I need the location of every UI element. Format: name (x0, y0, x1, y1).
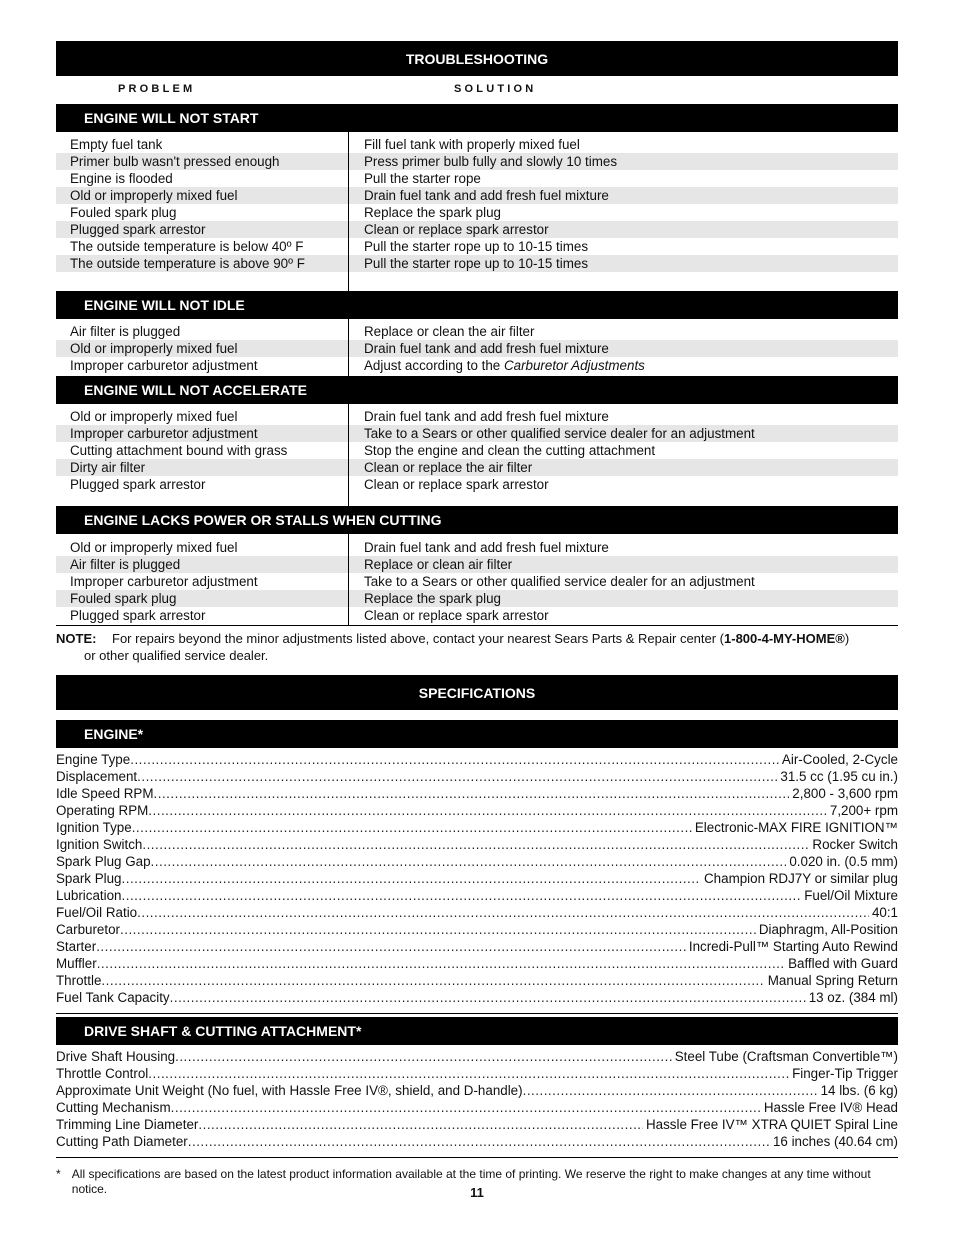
spec-row (56, 955, 898, 972)
solution-cell (348, 556, 898, 573)
dot-leader (148, 1065, 789, 1082)
table-row (56, 255, 898, 272)
solution-cell (348, 323, 898, 340)
spec-row (56, 1133, 898, 1150)
spec-row (56, 836, 898, 853)
solution-text: Fill fuel tank with properly mixed fuel (364, 137, 580, 152)
dot-leader (137, 768, 777, 785)
footnote-text: All specifications are based on the latest product information available at the time of printing. We reserve the right to make changes at any time without notice. (71, 1167, 871, 1196)
solution-cell (348, 153, 898, 170)
section-not-idle (56, 319, 898, 376)
note-close: ) (844, 631, 850, 646)
spec-name: Approximate Unit Weight (No fuel, with Hassle Free IV®, shield, and D-handle) (56, 1083, 523, 1098)
solution-text: Clean or replace the air filter (364, 460, 533, 475)
spec-name: Fuel/Oil Ratio (56, 905, 138, 920)
solution-text: Take to a Sears or other qualified service dealer for an adjustment (364, 426, 755, 441)
footnote-star: * (56, 1167, 61, 1181)
note-text: For repairs beyond the minor adjustments listed above, contact your nearest Sears Parts & Repair center ( (112, 631, 725, 646)
spec-name: Lubrication (56, 888, 122, 903)
spec-row (56, 938, 898, 955)
section-heading-not-accelerate: ENGINE WILL NOT ACCELERATE (56, 376, 898, 404)
section-heading-lacks-power: ENGINE LACKS POWER OR STALLS WHEN CUTTING (56, 506, 898, 534)
problem-cell: Old or improperly mixed fuel (70, 540, 238, 555)
spec-value: Fuel/Oil Mixture (804, 888, 898, 903)
table-row (56, 539, 898, 556)
solution-text: Press primer bulb fully and slowly 10 times (364, 154, 618, 169)
table-row (56, 442, 898, 459)
spec-name: Cutting Path Diameter (56, 1134, 188, 1149)
dot-leader (188, 1133, 770, 1150)
spec-row (56, 1065, 898, 1082)
dot-leader (198, 1116, 643, 1133)
dot-leader (154, 785, 790, 802)
table-row (56, 323, 898, 340)
repair-note (56, 630, 898, 664)
solution-cell (348, 136, 898, 153)
note-line2: or other qualified service dealer. (84, 648, 269, 663)
spec-name: Starter (56, 939, 97, 954)
spec-value: Hassle Free IV® Head (763, 1100, 898, 1115)
solution-text: Replace the spark plug (364, 591, 501, 606)
solution-cell (348, 476, 898, 493)
spec-row (56, 887, 898, 904)
divider (56, 1013, 898, 1014)
note-phone: 1-800-4-MY-HOME® (724, 631, 845, 646)
spec-row (56, 1099, 898, 1116)
table-row (56, 204, 898, 221)
solution-text: Adjust according to the (364, 358, 504, 373)
problem-cell: Fouled spark plug (70, 205, 177, 220)
solution-cell (348, 539, 898, 556)
spec-name: Cutting Mechanism (56, 1100, 171, 1115)
spec-name: Spark Plug (56, 871, 122, 886)
table-row (56, 340, 898, 357)
spec-row (56, 853, 898, 870)
spec-name: Drive Shaft Housing (56, 1049, 176, 1064)
dot-leader (132, 819, 692, 836)
spec-value: Finger-Tip Trigger (792, 1066, 898, 1081)
problem-cell: Improper carburetor adjustment (70, 358, 258, 373)
problem-cell: Plugged spark arrestor (56, 221, 348, 238)
solution-reference: Carburetor Adjustments (503, 358, 645, 373)
solution-cell (348, 425, 898, 442)
solution-text: Pull the starter rope up to 10-15 times (364, 256, 589, 271)
spec-value: Air-Cooled, 2-Cycle (781, 752, 898, 767)
solution-cell (348, 607, 898, 624)
dot-leader (120, 921, 756, 938)
divider (56, 625, 898, 626)
problem-cell: Old or improperly mixed fuel (70, 409, 238, 424)
solution-text: Pull the starter rope up to 10-15 times (364, 239, 589, 254)
solution-cell (348, 187, 898, 204)
spec-value: 16 inches (40.64 cm) (772, 1134, 898, 1149)
spec-value: 2,800 - 3,600 rpm (792, 786, 898, 801)
spec-value: Rocker Switch (812, 837, 898, 852)
problem-cell: Old or improperly mixed fuel (56, 340, 348, 357)
solution-cell (348, 221, 898, 238)
specifications-title: SPECIFICATIONS (56, 675, 898, 710)
section-not-accelerate (56, 404, 898, 506)
spec-name: Muffler (56, 956, 97, 971)
spec-row (56, 972, 898, 989)
table-row (56, 556, 898, 573)
spec-row (56, 1048, 898, 1065)
section-not-start (56, 132, 898, 291)
spec-name: Throttle Control (56, 1066, 149, 1081)
dot-leader (101, 972, 764, 989)
table-row (56, 170, 898, 187)
spec-value: Electronic-MAX FIRE IGNITION™ (694, 820, 898, 835)
solution-cell (348, 590, 898, 607)
spec-row (56, 785, 898, 802)
solution-text: Pull the starter rope (364, 171, 481, 186)
problem-cell: Air filter is plugged (70, 324, 181, 339)
spec-name: Ignition Switch (56, 837, 143, 852)
spec-row (56, 1116, 898, 1133)
solution-cell (348, 442, 898, 459)
drive-heading: DRIVE SHAFT & CUTTING ATTACHMENT* (56, 1017, 898, 1045)
dot-leader (122, 887, 802, 904)
problem-cell: Empty fuel tank (70, 137, 163, 152)
problem-column-header: PROBLEM (118, 83, 196, 95)
problem-cell: Dirty air filter (56, 459, 348, 476)
spec-name: Displacement (56, 769, 138, 784)
problem-cell: Fouled spark plug (56, 590, 348, 607)
problem-cell: Air filter is plugged (56, 556, 348, 573)
spec-row (56, 989, 898, 1006)
solution-text: Stop the engine and clean the cutting attachment (364, 443, 656, 458)
spec-value: Steel Tube (Craftsman Convertible™) (674, 1049, 898, 1064)
spec-name: Fuel Tank Capacity (56, 990, 170, 1005)
page-number: 11 (470, 1185, 484, 1200)
solution-text: Clean or replace spark arrestor (364, 608, 549, 623)
problem-cell: Cutting attachment bound with grass (70, 443, 288, 458)
spec-name: Operating RPM (56, 803, 149, 818)
table-row (56, 357, 898, 374)
spec-value: 13 oz. (384 ml) (808, 990, 898, 1005)
problem-cell: Plugged spark arrestor (70, 608, 206, 623)
solution-cell (348, 573, 898, 590)
engine-heading: ENGINE* (56, 720, 898, 748)
dot-leader (170, 989, 806, 1006)
spec-row (56, 870, 898, 887)
spec-name: Ignition Type (56, 820, 132, 835)
solution-text: Drain fuel tank and add fresh fuel mixture (364, 409, 609, 424)
solution-cell (348, 255, 898, 272)
spec-value: Hassle Free IV™ XTRA QUIET Spiral Line (645, 1117, 898, 1132)
solution-cell (348, 340, 898, 357)
divider (56, 1157, 898, 1158)
spec-row (56, 819, 898, 836)
spec-row (56, 921, 898, 938)
spec-value: Champion RDJ7Y or similar plug (704, 871, 898, 886)
dot-leader (171, 1099, 761, 1116)
spec-name: Trimming Line Diameter (56, 1117, 199, 1132)
dot-leader (148, 802, 827, 819)
spec-name: Idle Speed RPM (56, 786, 154, 801)
spec-value: 7,200+ rpm (829, 803, 898, 818)
spec-value: 14 lbs. (6 kg) (820, 1083, 898, 1098)
note-label: NOTE: (56, 631, 97, 646)
spec-row (56, 751, 898, 768)
spec-name: Spark Plug Gap (56, 854, 151, 869)
section-heading-not-start: ENGINE WILL NOT START (56, 104, 898, 132)
problem-cell: Plugged spark arrestor (70, 477, 206, 492)
engine-spec-list (56, 748, 898, 1013)
table-row (56, 425, 898, 442)
dot-leader (142, 836, 809, 853)
solution-cell (348, 170, 898, 187)
problem-cell: Improper carburetor adjustment (70, 574, 258, 589)
dot-leader (97, 955, 785, 972)
solution-cell (348, 357, 898, 374)
spec-value: 40:1 (871, 905, 898, 920)
table-row (56, 187, 898, 204)
solution-column-header: SOLUTION (454, 83, 537, 95)
problem-cell: The outside temperature is above 90º F (56, 255, 348, 272)
table-row (56, 476, 898, 493)
troubleshooting-title: TROUBLESHOOTING (56, 41, 898, 76)
spec-value: 31.5 cc (1.95 cu in.) (780, 769, 898, 784)
spec-row (56, 768, 898, 785)
spec-name: Throttle (56, 973, 102, 988)
solution-text: Clean or replace spark arrestor (364, 477, 549, 492)
manual-page (56, 41, 898, 1197)
section-heading-not-idle: ENGINE WILL NOT IDLE (56, 291, 898, 319)
solution-text: Replace or clean the air filter (364, 324, 535, 339)
table-row (56, 573, 898, 590)
dot-leader (175, 1048, 672, 1065)
table-row (56, 136, 898, 153)
spec-value: Manual Spring Return (767, 973, 898, 988)
solution-text: Drain fuel tank and add fresh fuel mixture (364, 341, 609, 356)
spec-value: 0.020 in. (0.5 mm) (789, 854, 898, 869)
solution-text: Replace or clean air filter (364, 557, 513, 572)
dot-leader (151, 853, 787, 870)
table-row (56, 153, 898, 170)
spec-name: Engine Type (56, 752, 131, 767)
spec-value: Diaphragm, All-Position (758, 922, 898, 937)
dot-leader (130, 751, 779, 768)
table-row (56, 607, 898, 624)
solution-text: Drain fuel tank and add fresh fuel mixture (364, 540, 609, 555)
drive-spec-list (56, 1045, 898, 1157)
dot-leader (523, 1082, 818, 1099)
problem-cell: Engine is flooded (70, 171, 173, 186)
solution-text: Replace the spark plug (364, 205, 501, 220)
table-row (56, 238, 898, 255)
spec-row (56, 1082, 898, 1099)
solution-cell (348, 204, 898, 221)
spec-row (56, 802, 898, 819)
table-row (56, 221, 898, 238)
solution-cell (348, 408, 898, 425)
problem-cell: Primer bulb wasn't pressed enough (56, 153, 348, 170)
problem-cell: Improper carburetor adjustment (56, 425, 348, 442)
problem-cell: The outside temperature is below 40º F (70, 239, 304, 254)
solution-cell (348, 238, 898, 255)
table-row (56, 408, 898, 425)
section-lacks-power (56, 534, 898, 625)
solution-text: Clean or replace spark arrestor (364, 222, 549, 237)
solution-text: Take to a Sears or other qualified service dealer for an adjustment (364, 574, 755, 589)
dot-leader (96, 938, 686, 955)
column-headers (56, 76, 898, 104)
spec-value: Baffled with Guard (788, 956, 898, 971)
spec-row (56, 904, 898, 921)
dot-leader (122, 870, 701, 887)
solution-text: Drain fuel tank and add fresh fuel mixture (364, 188, 609, 203)
problem-cell: Old or improperly mixed fuel (56, 187, 348, 204)
dot-leader (137, 904, 869, 921)
table-row (56, 459, 898, 476)
spec-value: Incredi-Pull™ Starting Auto Rewind (688, 939, 898, 954)
spec-name: Carburetor (56, 922, 121, 937)
table-row (56, 590, 898, 607)
solution-cell (348, 459, 898, 476)
